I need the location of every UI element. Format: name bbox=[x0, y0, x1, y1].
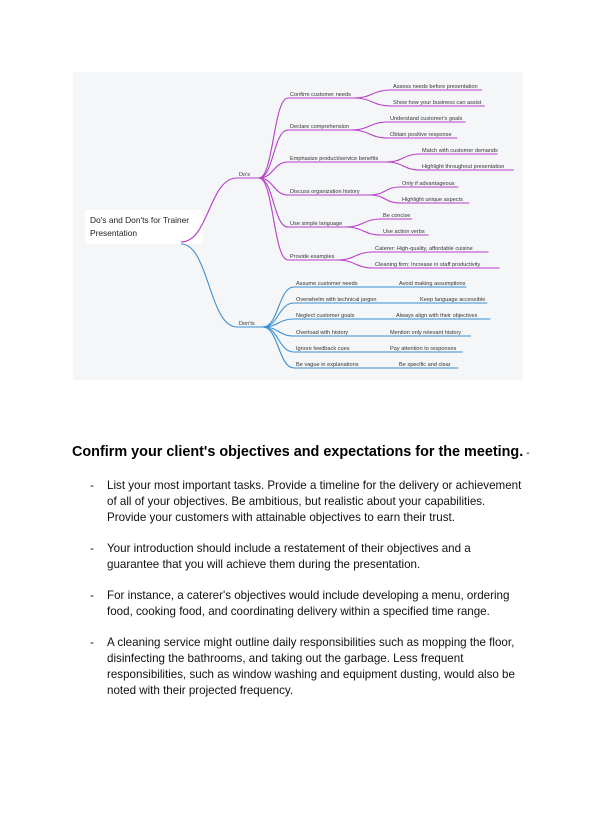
dos-child-connector bbox=[386, 154, 420, 162]
donts-item-connector bbox=[263, 287, 294, 327]
bullet-text: For instance, a caterer's objectives would include developing a menu, ordering food, cooking food, and coordinating delivery within a specified time range. bbox=[107, 589, 510, 618]
section-heading-trail: - bbox=[526, 448, 530, 459]
dos-item-label: Confirm customer needs bbox=[290, 92, 351, 98]
dos-item-label: Emphasize product/service benefits bbox=[290, 156, 379, 162]
dos-item-label: Discuss organization history bbox=[290, 189, 360, 195]
dos-child-connector bbox=[370, 187, 400, 195]
mindmap-diagram bbox=[73, 72, 523, 380]
dos-child-label: Be concise bbox=[383, 213, 411, 219]
section-heading bbox=[72, 444, 532, 460]
mindmap-canvas bbox=[73, 72, 523, 380]
dos-child-label: Only if advantageous bbox=[402, 181, 455, 187]
bullet-text: Your introduction should include a restatement of their objectives and a guarantee that you will achieve them during the presentation. bbox=[107, 542, 471, 571]
dos-child-connector bbox=[386, 162, 420, 170]
donts-child-label: Be specific and clear bbox=[399, 362, 451, 368]
branch-connector-donts bbox=[181, 244, 237, 327]
donts-child-label: Keep language accessible bbox=[420, 297, 486, 303]
bullet-marker: - bbox=[90, 479, 94, 492]
bullet-item bbox=[90, 588, 522, 620]
dos-child-label: Caterer: High-quality, affordable cuisine bbox=[375, 246, 473, 252]
dos-child-label: Use action verbs bbox=[383, 229, 425, 235]
dos-item-label: Declare comprehension bbox=[290, 124, 350, 130]
dos-child-connector bbox=[351, 130, 388, 138]
bullet-marker: - bbox=[90, 636, 94, 649]
dos-child-label: Obtain positive response bbox=[390, 132, 452, 138]
bullet-list bbox=[90, 478, 522, 714]
donts-item-connector bbox=[263, 327, 294, 368]
branch-label-dos: Do's bbox=[239, 172, 251, 178]
dos-child-label: Highlight throughout presentation bbox=[422, 164, 505, 170]
donts-item-label: Assume customer needs bbox=[296, 281, 358, 287]
donts-item-label: Overwhelm with technical jargon bbox=[296, 297, 377, 303]
branch-label-donts: Don'ts bbox=[239, 321, 255, 327]
donts-child-label: Mention only relevant history bbox=[390, 330, 462, 336]
dos-child-connector bbox=[346, 219, 381, 227]
dos-item-connector bbox=[259, 178, 288, 260]
donts-item-label: Overload with history bbox=[296, 330, 349, 336]
donts-item-label: Neglect customer goals bbox=[296, 313, 355, 319]
dos-child-label: Assess needs before presentation bbox=[393, 84, 478, 90]
dos-child-label: Highlight unique aspects bbox=[402, 197, 463, 203]
dos-item-label: Provide examples bbox=[290, 254, 335, 260]
donts-item-label: Ignore feedback cues bbox=[296, 346, 350, 352]
bullet-text: A cleaning service might outline daily responsibilities such as mopping the floor, disinfecting the bathrooms, and taking out the garbage. Less frequent responsibilities, such as window washing and equipment dusting, would also be noted with their projected frequency. bbox=[107, 636, 515, 697]
dos-child-label: Understand customer's goals bbox=[390, 116, 463, 122]
dos-item-label: Use simple language bbox=[290, 221, 343, 227]
dos-child-connector bbox=[354, 98, 391, 106]
root-node-label: Do's and Don'ts for Trainer bbox=[90, 215, 190, 225]
dos-child-connector bbox=[351, 122, 388, 130]
bullet-marker: - bbox=[90, 589, 94, 602]
dos-child-connector bbox=[338, 260, 373, 268]
dos-item-connector bbox=[259, 98, 288, 178]
bullet-item bbox=[90, 478, 522, 526]
section-heading-text: Confirm your client's objectives and expectations for the meeting. bbox=[72, 444, 524, 460]
donts-item-label: Be vague in explanations bbox=[296, 362, 359, 368]
bullet-marker: - bbox=[90, 542, 94, 555]
bullet-item bbox=[90, 541, 522, 573]
dos-child-connector bbox=[370, 195, 400, 203]
dos-child-label: Cleaning firm: Increase in staff productivity bbox=[375, 262, 481, 268]
dos-child-label: Show how your business can assist bbox=[393, 100, 482, 106]
dos-child-connector bbox=[338, 252, 373, 260]
root-node-label: Presentation bbox=[90, 228, 138, 238]
donts-child-label: Always align with their objectives bbox=[396, 313, 478, 319]
dos-child-connector bbox=[346, 227, 381, 235]
donts-child-label: Avoid making assumptions bbox=[399, 281, 466, 287]
donts-child-label: Pay attention to responses bbox=[390, 346, 457, 352]
bullet-text: List your most important tasks. Provide a timeline for the delivery or achievement of all of your objectives. Be ambitious, but realistic about your capabilities. Provide your customers with attainable objectives to earn their trust. bbox=[107, 479, 522, 524]
dos-child-connector bbox=[354, 90, 391, 98]
dos-child-label: Match with customer demands bbox=[422, 148, 498, 154]
bullet-item bbox=[90, 635, 522, 699]
